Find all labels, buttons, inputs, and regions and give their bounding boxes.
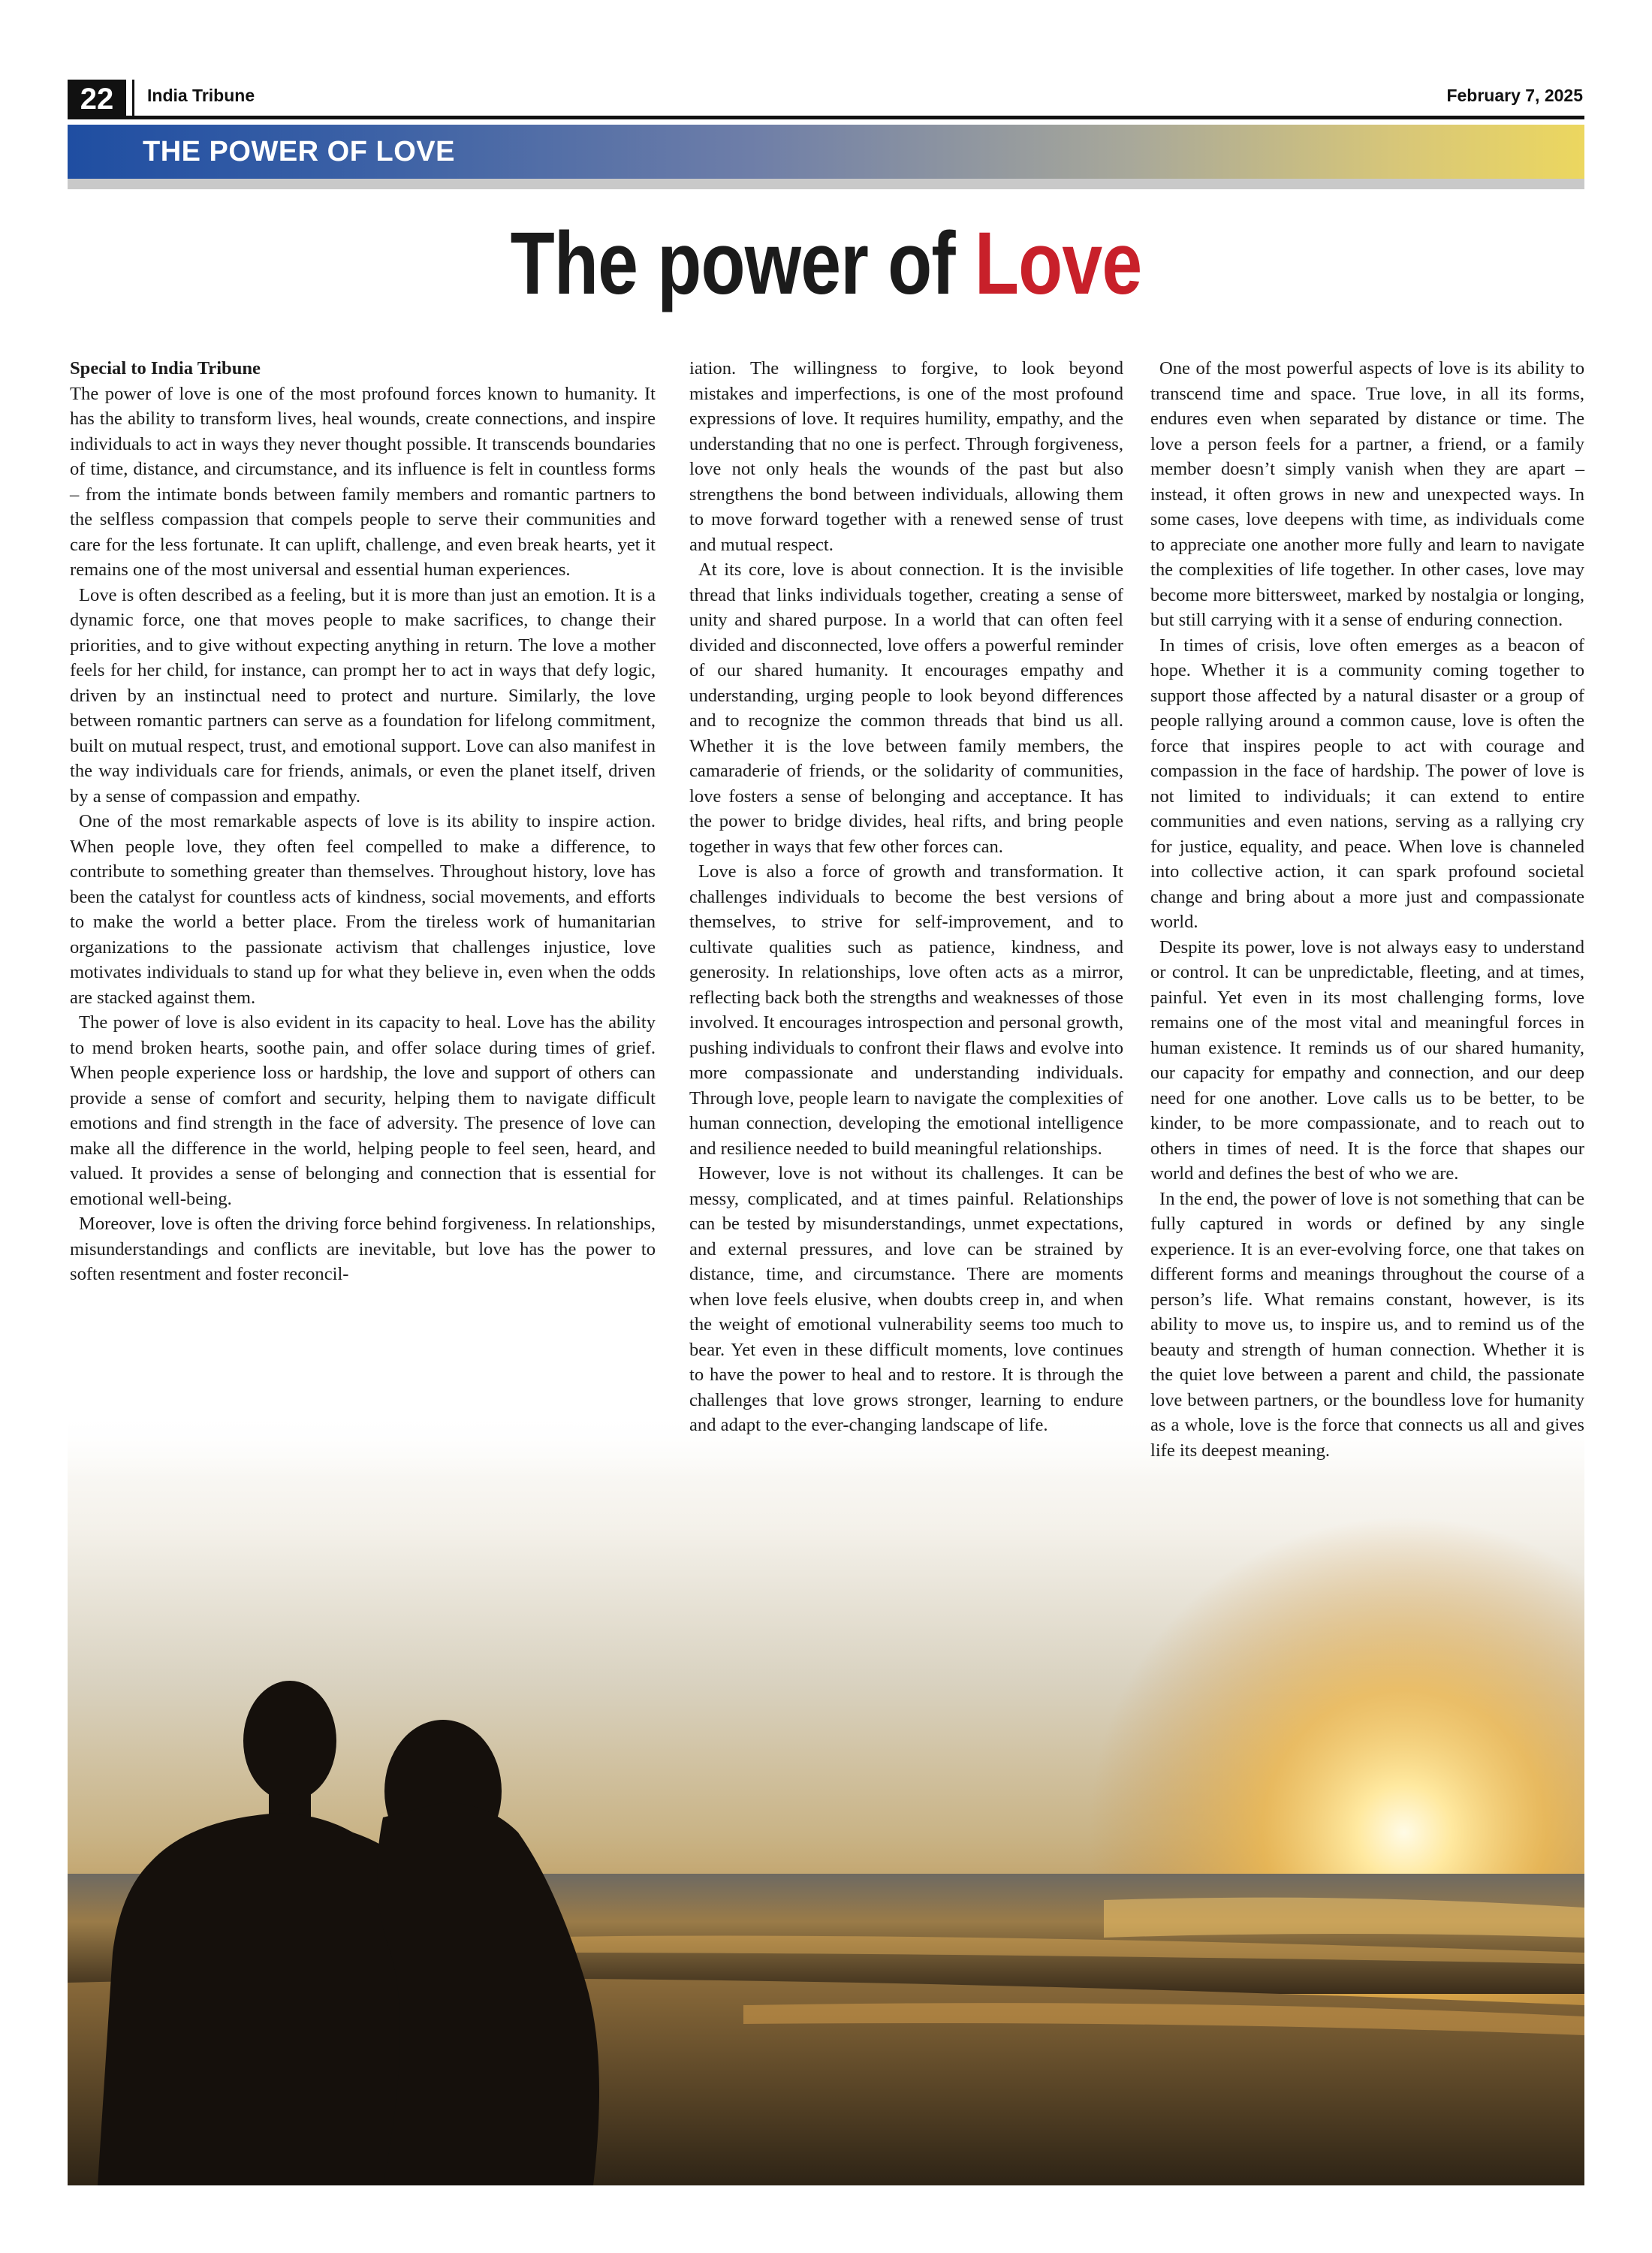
page-number: 22 [68,80,126,119]
header-divider [132,80,134,116]
article-column-2 [689,356,1123,1438]
paragraph: One of the most powerful aspects of love is its ability to transcend time and space. True love, in all its forms, endures even when separated by distance or time. The love a person feels for a partner, a friend, or a family member doesn’t simply vanish when they are apart – instead, it often grows in new and unexpected ways. In some cases, love deepens with time, as individuals come to appreciate one another more fully and learn to navigate the complexities of life together. In other cases, love may become more bittersweet, marked by nostalgia or longing, but still carrying with it a sense of enduring connection. [1150,358,1584,630]
section-banner-underline [68,179,1584,189]
article-column-1 [70,356,656,1287]
paragraph: However, love is not without its challenges. It can be messy, complicated, and at times painful. Relationships can be tested by misunderstandings, unmet expectations, and external pressures, and love can be strained by distance, time, and circumstance. There are moments when love feels elusive, when doubts creep in, and when the weight of emotional vulnerability seems too much to bear. Yet even in these difficult moments, love continues to have the power to heal and to restore. It is through the challenges that love grows stronger, learning to endure and adapt to the ever-changing landscape of life. [689,1163,1123,1435]
paragraph: One of the most remarkable aspects of love is its ability to inspire action. When people love, they often feel compelled to make a difference, to contribute to something greater than themselves. Throughout history, love has been the catalyst for countless acts of kindness, social movements, and efforts to make the world a better place. From the tireless work of humanitarian organizations to the passionate activism that challenges injustice, love motivates individuals to stand up for what they believe in, even when the odds are stacked against them. [70,811,656,1008]
paragraph: In times of crisis, love often emerges as a beacon of hope. Whether it is a community coming together to support those affected by a natural disaster or a group of people rallying around a common cause, love is often the force that inspires people to act with courage and compassion in the face of hardship. The power of love is not limited to individuals; it can extend to entire communities and even nations, serving as a rallying cry for justice, equality, and peace. When love is channeled into collective action, it can spark profound societal change and bring about a more just and compassionate world. [1150,635,1584,932]
publication-name: India Tribune [147,86,255,105]
paragraph: The power of love is also evident in its capacity to heal. Love has the ability to mend broken hearts, soothe pain, and offer solace during times of grief. When people experience loss or hardship, the love and support of others can provide a sense of comfort and security, helping them to navigate difficult emotions and find strength in the face of adversity. The presence of love can make all the difference in the world, helping people to feel seen, heard, and valued. It provides a sense of belonging and connection that is essential for emotional well-being. [70,1012,656,1209]
paragraph: The power of love is one of the most profound forces known to humanity. It has the ability to transform lives, heal wounds, create connections, and inspire individuals to act in ways they never thought possible. It transcends boundaries of time, distance, and circumstance, and its influence is felt in countless forms – from the intimate bonds between family members and romantic partners to the selfless compassion that compels people to serve their communities and care for the less fortunate. It can uplift, challenge, and even break hearts, yet it remains one of the most universal and essential human experiences. [70,383,656,580]
header-rule [68,116,1584,119]
paragraph: Despite its power, love is not always easy to understand or control. It can be unpredictable, fleeting, and at times, painful. Yet even in its most challenging forms, love remains one of the most vital and meaningful forces in human existence. It reminds us of our shared humanity, our capacity for empathy and connection, and our deep need for one another. Love calls us to be better, to be kinder, to be more compassionate, and to reach out to others in times of need. It is the force that shapes our world and defines the best of who we are. [1150,936,1584,1184]
paragraph: Moreover, love is often the driving force behind forgiveness. In relationships, misunderstandings and conflicts are inevitable, but love has the power to soften resentment and foster reconcil- [70,1214,656,1284]
paragraph: Love is often described as a feeling, but it is more than just an emotion. It is a dynamic force, one that moves people to make sacrifices, to change their priorities, and to give without expecting anything in return. The love a mother feels for her child, for instance, can prompt her to act in ways that defy logic, driven by an instinctual need to protect and nurture. Similarly, the love between romantic partners can serve as a foundation for lifelong commitment, built on mutual respect, trust, and emotional support. Love can also manifest in the way individuals care for friends, animals, or even the planet itself, driven by a sense of compassion and empathy. [70,584,656,807]
headline-love-word: Love [974,214,1142,313]
article-column-3 [1150,356,1584,1463]
section-title: THE POWER OF LOVE [143,136,455,167]
paragraph: At its core, love is about connection. It is the invisible thread that links individuals together, creating a sense of unity and shared purpose. In a world that can often feel divided and disconnected, love offers a powerful reminder of our shared humanity. It encourages empathy and understanding, urging people to look beyond differences and to recognize the common threads that bind us all. Whether it is the love between family members, the camaraderie of friends, or the solidarity of communities, love fosters a sense of belonging and acceptance. It has the power to bridge divides, heal rifts, and bring people together in ways that few other forces can. [689,559,1123,857]
byline: Special to India Tribune [70,358,261,379]
article-headline [149,215,1503,312]
headline-part1: The power of [510,214,975,313]
issue-date: February 7, 2025 [1446,86,1583,105]
couple-sunset-photo [68,1412,1584,2185]
paragraph: iation. The willingness to forgive, to look beyond mistakes and imperfections, is one of the most profound expressions of love. It requires humility, empathy, and the understanding that no one is perfect. Through forgiveness, love not only heals the wounds of the past but also strengthens the bond between individuals, allowing them to move forward together with a renewed sense of trust and mutual respect. [689,358,1123,555]
paragraph: Love is also a force of growth and transformation. It challenges individuals to become the best versions of themselves, to strive for self-improvement, and to cultivate qualities such as patience, kindness, and generosity. In relationships, love often acts as a mirror, reflecting back both the strengths and weaknesses of those involved. It encourages introspection and personal growth, pushing individuals to confront their flaws and evolve into more compassionate and understanding individuals. Through love, people learn to navigate the complexities of human connection, developing the emotional intelligence and resilience needed to build meaningful relationships. [689,861,1123,1159]
paragraph: In the end, the power of love is not something that can be fully captured in words or defined by any single experience. It is an ever-evolving force, one that takes on different forms and meanings throughout the course of a person’s life. What remains constant, however, is its ability to move us, to inspire us, and to remind us of the beauty and strength of human connection. Whether it is the quiet love between a parent and child, the passionate love between partners, or the boundless love for humanity as a whole, love is the force that connects us all and gives life its deepest meaning. [1150,1188,1584,1461]
section-banner [68,125,1584,179]
